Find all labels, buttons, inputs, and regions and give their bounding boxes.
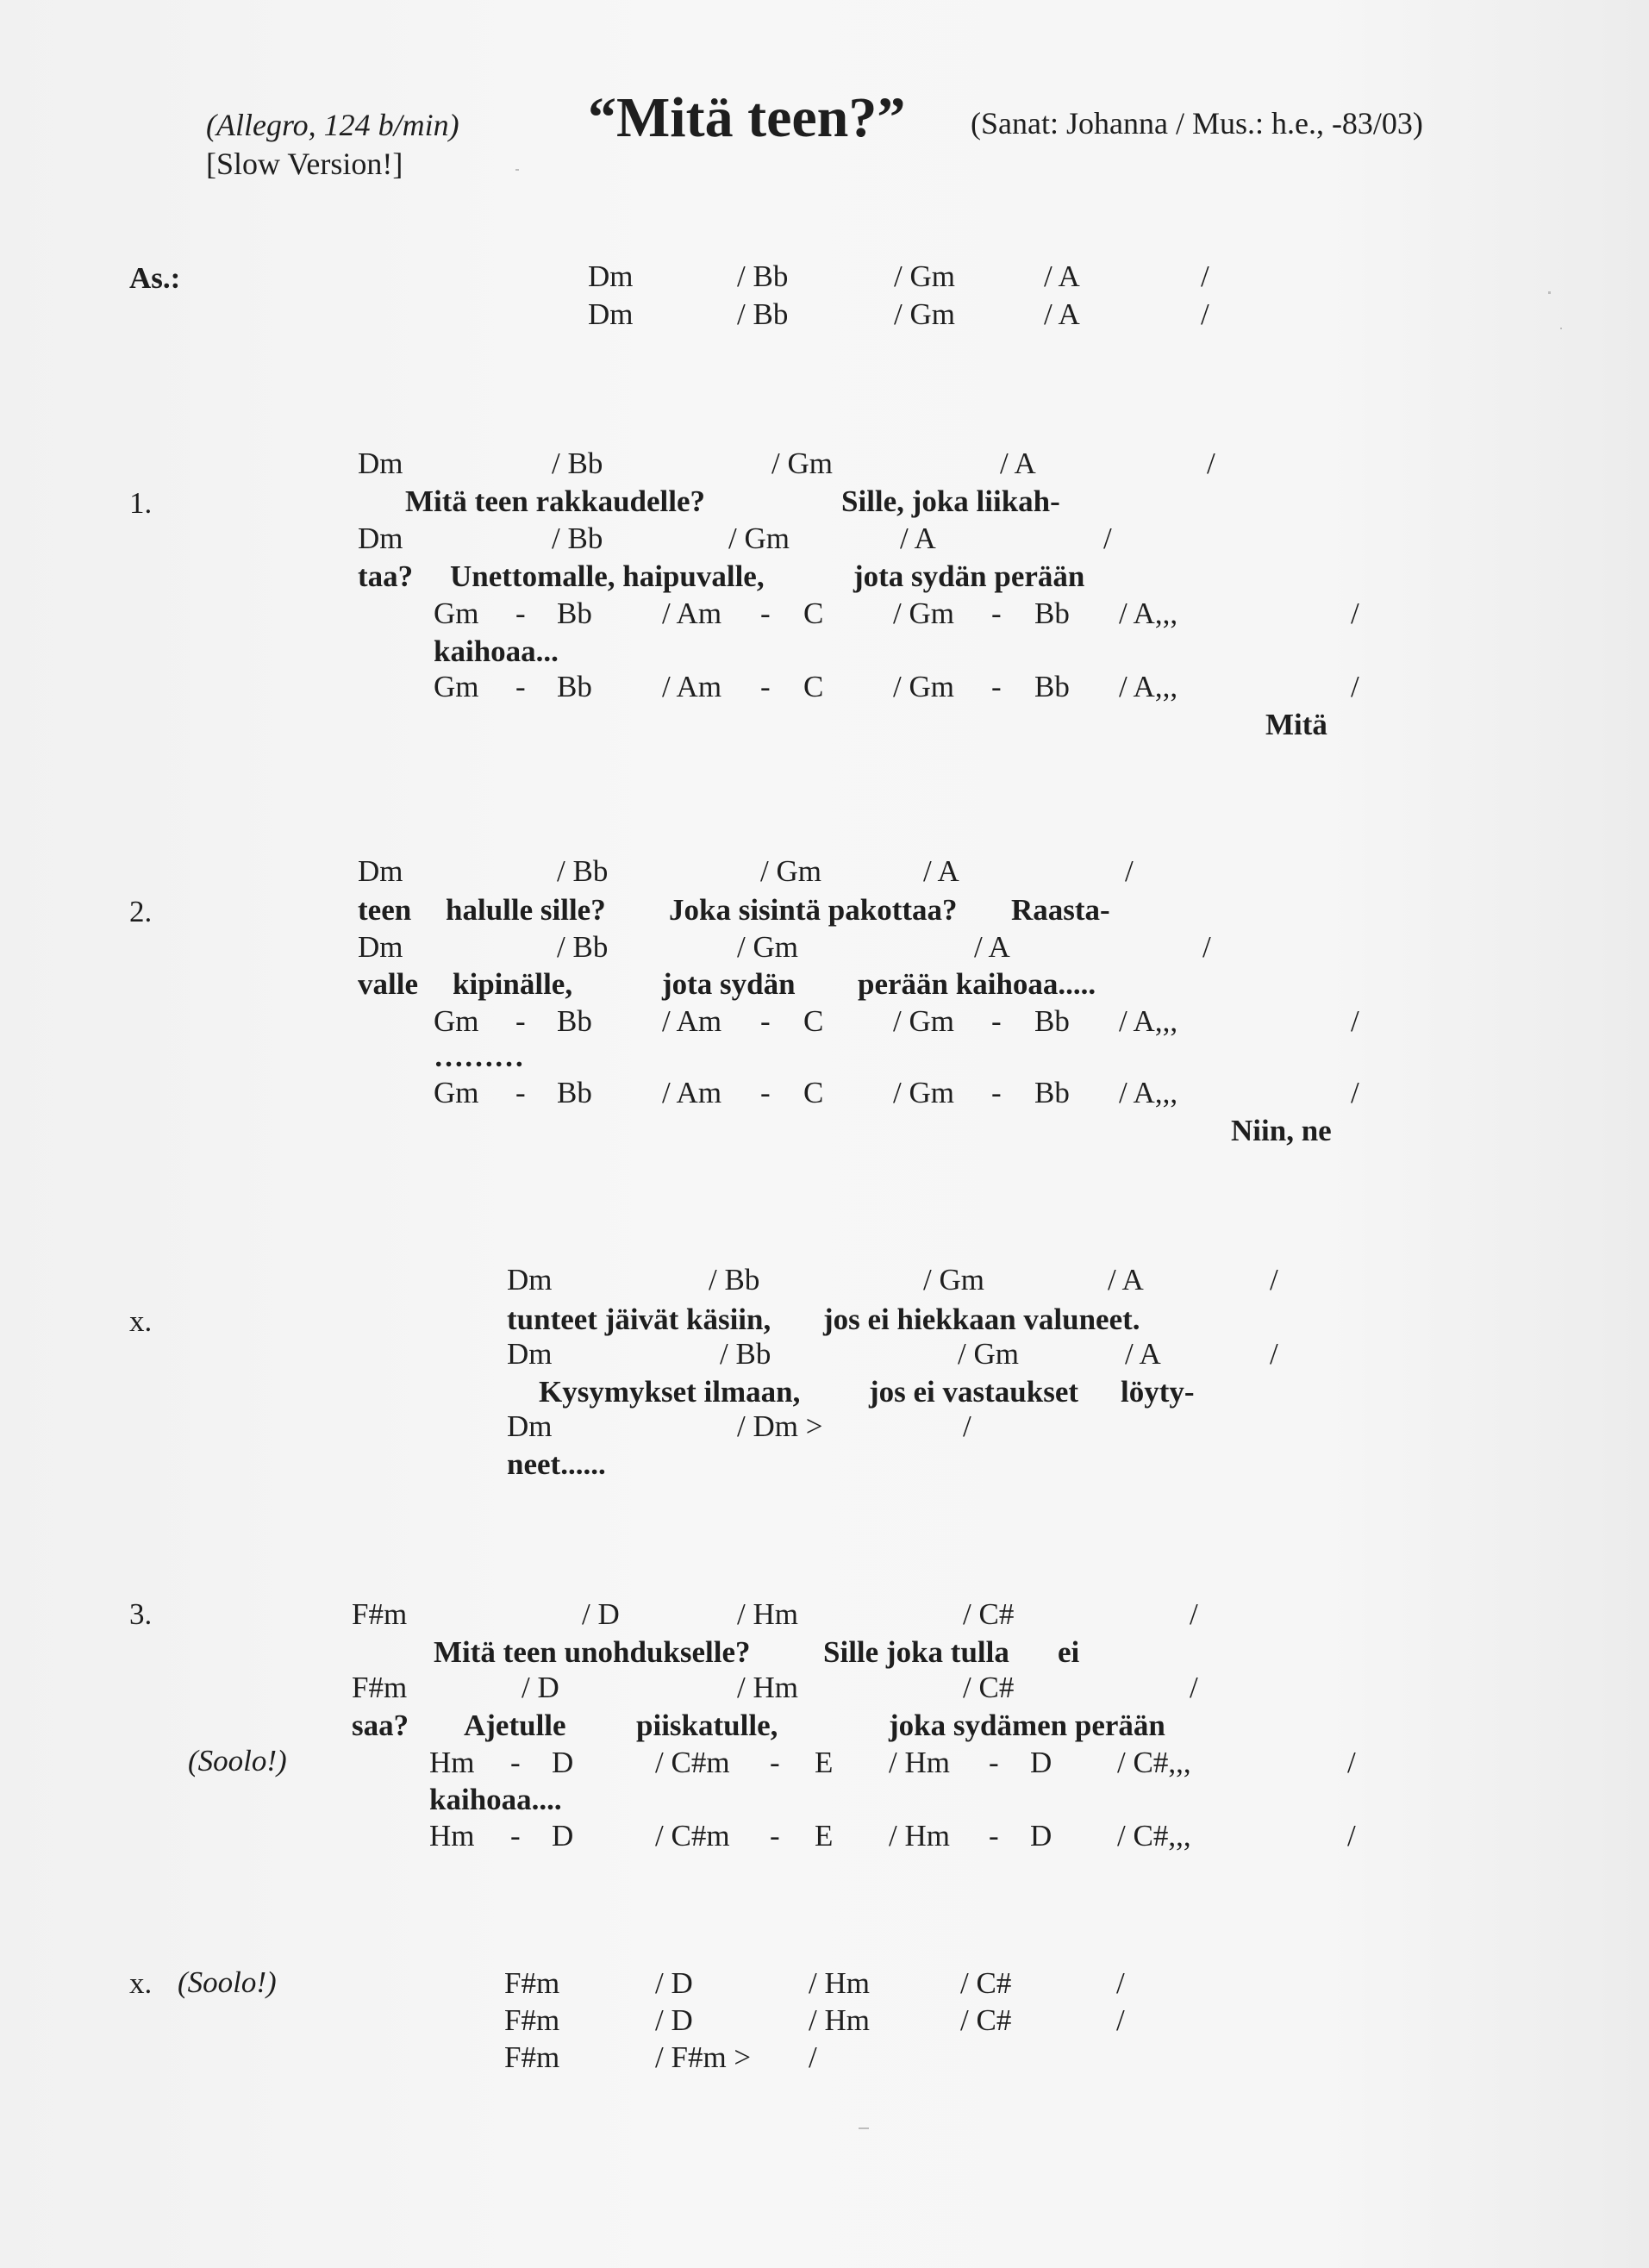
chord: D	[1030, 1746, 1052, 1779]
chord: / A	[974, 930, 1010, 964]
lyric: jota sydän	[662, 967, 796, 1001]
chord: Bb	[557, 1076, 592, 1109]
chord: Dm	[588, 297, 634, 331]
lyric: jos ei hiekkaan valuneet.	[823, 1303, 1140, 1336]
version-note: [Slow Version!]	[206, 147, 403, 181]
chord: / A	[923, 854, 959, 888]
chord: / C#	[963, 1671, 1015, 1704]
chord: / Am	[662, 1076, 722, 1109]
chord: Dm	[358, 447, 403, 480]
chord: /	[1347, 1819, 1356, 1853]
chord: / Am	[662, 597, 722, 630]
lyric: Unettomalle, haipuvalle,	[450, 559, 765, 593]
chord: -	[991, 1076, 1002, 1109]
chord: / Gm	[893, 1076, 954, 1109]
lyric: Mitä teen rakkaudelle?	[405, 484, 706, 518]
chord: -	[510, 1819, 521, 1853]
lyric: kaihoaa...	[434, 634, 559, 668]
chord: F#m	[352, 1597, 408, 1631]
chord: / C#	[960, 1966, 1012, 2000]
chord: -	[760, 670, 771, 703]
chord: -	[991, 1004, 1002, 1038]
chord: / A	[1044, 259, 1080, 293]
chord: / Gm	[737, 930, 798, 964]
lyric: perään kaihoaa.....	[858, 967, 1096, 1001]
chord: /	[1190, 1597, 1198, 1631]
chord: / Gm	[893, 1004, 954, 1038]
chord: /	[809, 2040, 817, 2074]
chord: Dm	[358, 854, 403, 888]
chord: / Hm	[809, 1966, 870, 2000]
lyric: Mitä teen unohdukselle?	[434, 1635, 751, 1669]
chord: / Am	[662, 670, 722, 703]
chord: Gm	[434, 597, 479, 630]
chord: / C#	[960, 2003, 1012, 2037]
chord: F#m	[504, 2040, 560, 2074]
verse-3-solo-note: (Soolo!)	[188, 1744, 287, 1778]
chord: Bb	[1034, 597, 1070, 630]
chord: / Bb	[709, 1263, 760, 1296]
chord: / C#m	[655, 1746, 730, 1779]
chord: / Hm	[737, 1597, 798, 1631]
chord: D	[552, 1746, 574, 1779]
chord: /	[1351, 670, 1359, 703]
chord: Dm	[507, 1263, 553, 1296]
chord: /	[1347, 1746, 1356, 1779]
chord: / Gm	[728, 522, 790, 555]
song-credits: (Sanat: Johanna / Mus.: h.e., -83/03)	[971, 106, 1423, 141]
chord: / Bb	[737, 297, 789, 331]
chord: /	[1116, 1966, 1125, 2000]
chord: /	[1351, 1004, 1359, 1038]
lyric: Niin, ne	[1231, 1114, 1332, 1147]
lyric: neet......	[507, 1447, 606, 1481]
chord: / Bb	[720, 1337, 771, 1371]
lyric: tunteet jäivät käsiin,	[507, 1303, 771, 1336]
chord: -	[760, 1004, 771, 1038]
chord: / Hm	[737, 1671, 798, 1704]
chord: / A	[1044, 297, 1080, 331]
chord: -	[989, 1746, 999, 1779]
chord: / A,,,	[1119, 1076, 1178, 1109]
song-title: “Mitä teen?”	[588, 86, 906, 149]
lyric: Mitä	[1265, 708, 1327, 741]
scan-speck	[1560, 328, 1562, 329]
chord: / D	[655, 2003, 693, 2037]
chord: / A,,,	[1119, 670, 1178, 703]
tempo-marking: (Allegro, 124 b/min)	[206, 108, 459, 142]
lyric: löyty-	[1121, 1375, 1195, 1409]
chord: / Bb	[557, 854, 609, 888]
chord: /	[1125, 854, 1134, 888]
chord: -	[515, 597, 526, 630]
lyric: jos ei vastaukset	[869, 1375, 1079, 1409]
chord: / A	[1108, 1263, 1144, 1296]
lyric: Raasta-	[1011, 893, 1110, 927]
chord: /	[1103, 522, 1112, 555]
outro-solo-note: (Soolo!)	[178, 1965, 277, 1999]
scan-speck	[1548, 291, 1551, 294]
lyric: kaihoaa....	[429, 1783, 562, 1816]
lyric: ………	[434, 1040, 524, 1073]
lyric: teen	[358, 893, 412, 927]
chord: /	[1201, 297, 1209, 331]
chord: Gm	[434, 670, 479, 703]
chord: C	[803, 597, 824, 630]
chord: / Bb	[552, 447, 603, 480]
chord: / Hm	[889, 1746, 950, 1779]
verse-1-label: 1.	[129, 486, 153, 520]
outro-label: x.	[129, 1966, 153, 2000]
chord: / Gm	[893, 597, 954, 630]
chord: / C#	[963, 1597, 1015, 1631]
chord: Gm	[434, 1076, 479, 1109]
chord: -	[991, 670, 1002, 703]
chord: / Gm	[771, 447, 833, 480]
chord: / A,,,	[1119, 1004, 1178, 1038]
verse-2-label: 2.	[129, 895, 153, 928]
chord: -	[989, 1819, 999, 1853]
lyric: ei	[1058, 1635, 1080, 1669]
chord: /	[1116, 2003, 1125, 2037]
lyric: joka sydämen perään	[889, 1709, 1165, 1742]
chord: Hm	[429, 1819, 475, 1853]
chord: /	[1201, 259, 1209, 293]
chord: -	[760, 597, 771, 630]
lyric: Sille, joka liikah-	[841, 484, 1060, 518]
chord: / Hm	[809, 2003, 870, 2037]
lyric: saa?	[352, 1709, 409, 1742]
chord: Bb	[1034, 1076, 1070, 1109]
chord: /	[1202, 930, 1211, 964]
chord: / Gm	[894, 297, 955, 331]
chord: / D	[522, 1671, 559, 1704]
chord: /	[1190, 1671, 1198, 1704]
chord: D	[552, 1819, 574, 1853]
chord: /	[1351, 597, 1359, 630]
chord: / Dm >	[737, 1409, 823, 1443]
lyric: jota sydän perään	[853, 559, 1085, 593]
chord: -	[515, 1076, 526, 1109]
chord: -	[770, 1819, 780, 1853]
chord: / C#,,,	[1117, 1819, 1191, 1853]
chord: / A	[900, 522, 936, 555]
chord: Dm	[588, 259, 634, 293]
chord: / Bb	[737, 259, 789, 293]
chord: C	[803, 670, 824, 703]
chord: / C#,,,	[1117, 1746, 1191, 1779]
chord: Bb	[1034, 1004, 1070, 1038]
chord: / Gm	[760, 854, 821, 888]
chord: / Bb	[557, 930, 609, 964]
chord: / F#m >	[655, 2040, 752, 2074]
chord: / D	[582, 1597, 620, 1631]
chord: F#m	[352, 1671, 408, 1704]
chord: Bb	[1034, 670, 1070, 703]
chord: /	[1207, 447, 1215, 480]
lyric: valle	[358, 967, 418, 1001]
scan-speck	[515, 169, 519, 171]
chord: F#m	[504, 1966, 560, 2000]
intro-label: As.:	[129, 261, 181, 295]
chord: -	[770, 1746, 780, 1779]
chord: /	[963, 1409, 971, 1443]
lyric: Kysymykset ilmaan,	[539, 1375, 801, 1409]
chord: Hm	[429, 1746, 475, 1779]
chord: /	[1270, 1263, 1278, 1296]
chord: Dm	[358, 930, 403, 964]
chord: / Bb	[552, 522, 603, 555]
lyric: piiskatulle,	[636, 1709, 778, 1742]
lyric: halulle sille?	[446, 893, 606, 927]
chord: / Gm	[893, 670, 954, 703]
lyric: kipinälle,	[453, 967, 573, 1001]
chord: F#m	[504, 2003, 560, 2037]
chord: / A	[1000, 447, 1036, 480]
chord: / Gm	[894, 259, 955, 293]
chord: Dm	[507, 1409, 553, 1443]
chord: C	[803, 1004, 824, 1038]
chord: Dm	[358, 522, 403, 555]
chord: -	[760, 1076, 771, 1109]
chord: -	[510, 1746, 521, 1779]
chord: Bb	[557, 597, 592, 630]
chord: /	[1351, 1076, 1359, 1109]
chord: E	[815, 1746, 834, 1779]
chord: Bb	[557, 670, 592, 703]
chorus-label: x.	[129, 1304, 153, 1338]
chord: / A,,,	[1119, 597, 1178, 630]
chord: Bb	[557, 1004, 592, 1038]
scan-speck	[859, 2127, 869, 2129]
chord: -	[991, 597, 1002, 630]
lyric: Sille joka tulla	[823, 1635, 1009, 1669]
lyric: Ajetulle	[464, 1709, 566, 1742]
chord: C	[803, 1076, 824, 1109]
chord: / Am	[662, 1004, 722, 1038]
verse-3-label: 3.	[129, 1597, 153, 1631]
chord: -	[515, 1004, 526, 1038]
chord: D	[1030, 1819, 1052, 1853]
chord: / Gm	[958, 1337, 1019, 1371]
chord: / D	[655, 1966, 693, 2000]
chord: / A	[1125, 1337, 1161, 1371]
chord: Gm	[434, 1004, 479, 1038]
chord: / Gm	[923, 1263, 984, 1296]
lyric: taa?	[358, 559, 414, 593]
chord: / C#m	[655, 1819, 730, 1853]
chord: Dm	[507, 1337, 553, 1371]
chord: /	[1270, 1337, 1278, 1371]
chord: -	[515, 670, 526, 703]
chord: E	[815, 1819, 834, 1853]
chord: / Hm	[889, 1819, 950, 1853]
lyric: Joka sisintä pakottaa?	[669, 893, 958, 927]
